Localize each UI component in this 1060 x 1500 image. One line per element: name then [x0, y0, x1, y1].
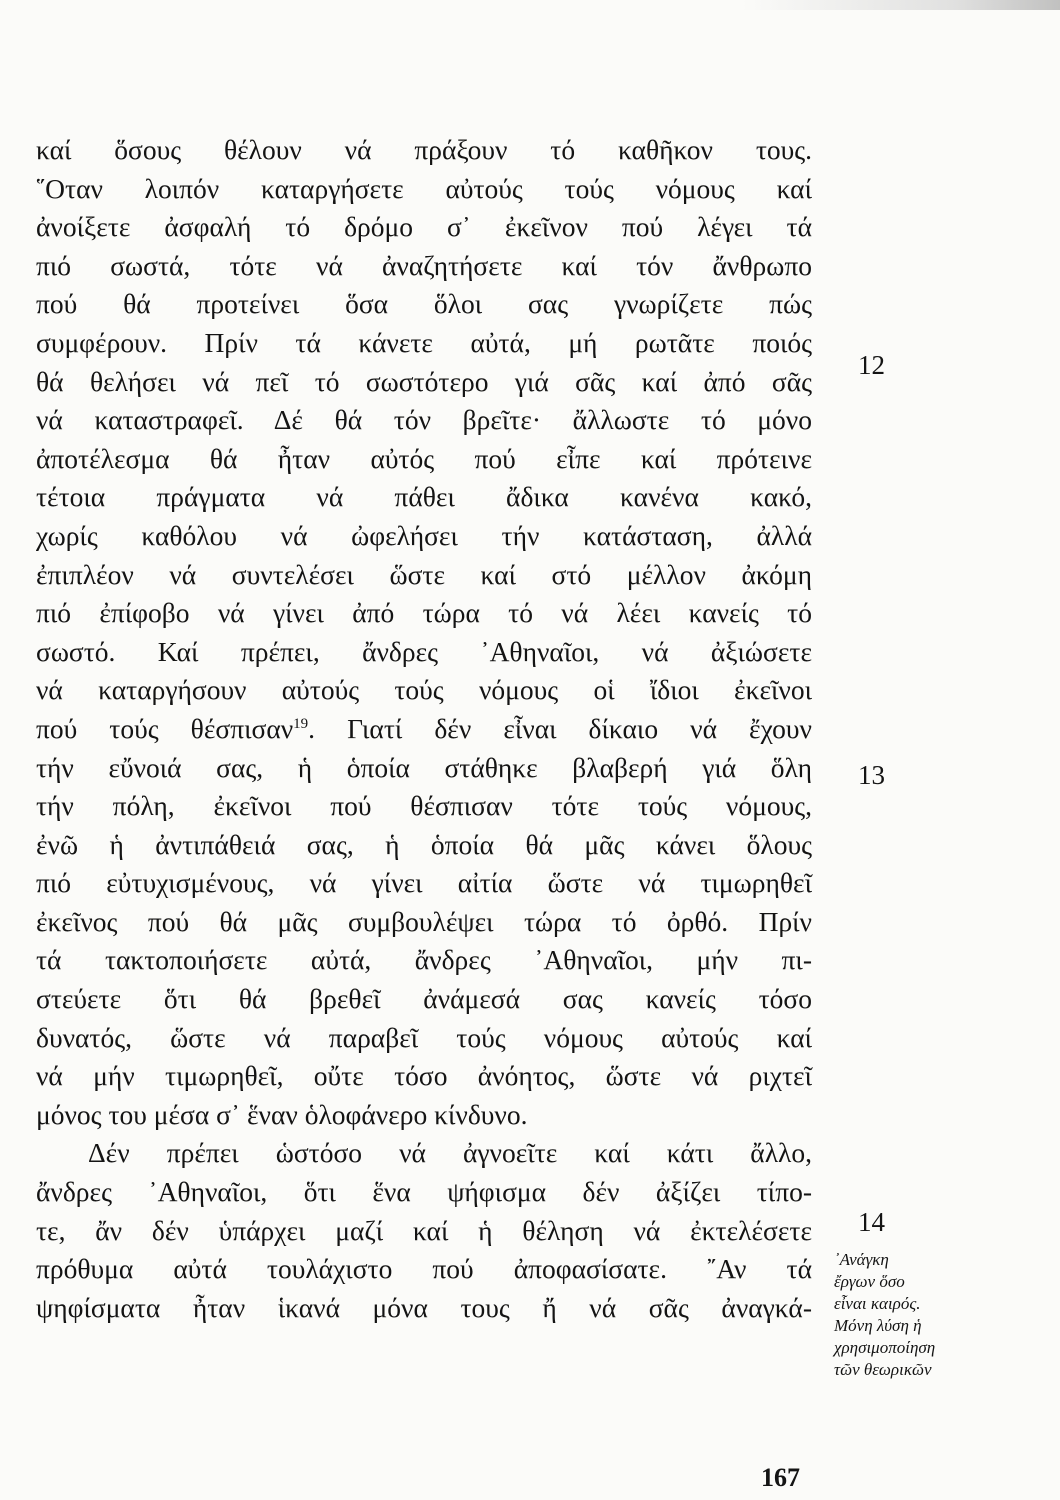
- text-line: πού θά προτείνει ὅσα ὅλοι σας γνωρίζετε πώς: [36, 288, 812, 320]
- text-line: ψηφίσματα ἦταν ἱκανά μόνα τους ἤ νά σᾶς ἀναγκά-: [36, 1291, 812, 1323]
- page-number: 167: [761, 1463, 800, 1492]
- text-line: ἐπιπλέον νά συντελέσει ὥστε καί στό μέλλον ἀκόμη: [36, 558, 812, 590]
- text-line: συμφέρουν. Πρίν τά κάνετε αὐτά, μή ρωτᾶτε ποιός: [36, 326, 812, 358]
- margin-note-line: τῶν θεωρικῶν: [834, 1360, 932, 1379]
- text-line: νά καταστραφεῖ. Δέ θά τόν βρεῖτε· ἄλλωστε τό μόνο: [36, 404, 812, 436]
- text-segment: . Γιατί δέν εἶναι δίκαιο νά ἔχουν: [308, 712, 812, 744]
- margin-note-line: Μόνη λύση ἡ: [834, 1316, 922, 1335]
- text-line: ἐκεῖνος πού θά μᾶς συμβουλέψει τώρα τό ὀρθό. Πρίν: [36, 905, 812, 937]
- margin-note-line: χρησιμοποίηση: [834, 1338, 936, 1357]
- footnote-reference: 19: [293, 715, 309, 732]
- text-line: σωστό. Καί πρέπει, ἄνδρες ᾿Αθηναῖοι, νά ἀξιώσετε: [36, 635, 812, 667]
- text-line: τε, ἄν δέν ὑπάρχει μαζί καί ἡ θέληση νά ἐκτελέσετε: [36, 1214, 812, 1246]
- text-line: ῞Οταν λοιπόν καταργήσετε αὐτούς τούς νόμους καί: [36, 172, 812, 204]
- text-line: τήν εὔνοιά σας, ἡ ὁποία στάθηκε βλαβερή γιά ὅλη: [36, 751, 812, 783]
- text-segment: πού τούς θέσπισαν: [36, 712, 294, 744]
- margin-note-line: εἶναι καιρός.: [834, 1294, 921, 1313]
- text-line: τέτοια πράγματα νά πάθει ἄδικα κανένα κακό,: [36, 481, 812, 513]
- margin-note-line: ᾿Ανάγκη: [834, 1250, 889, 1269]
- text-line: πιό ἐπίφοβο νά γίνει ἀπό τώρα τό νά λέει κανείς τό: [36, 597, 812, 629]
- text-line: τήν πόλη, ἐκεῖνοι πού θέσπισαν τότε τούς νόμους,: [36, 790, 812, 822]
- text-line: στεύετε ὅτι θά βρεθεῖ ἀνάμεσά σας κανείς τόσο: [36, 983, 812, 1015]
- text-line: μόνος του μέσα σ᾽ ἕναν ὁλοφάνερο κίνδυνο.: [36, 1098, 528, 1130]
- text-line: πιό σωστά, τότε νά ἀναζητήσετε καί τόν ἄνθρωπο: [36, 249, 812, 281]
- text-line: νά καταργήσουν αὐτούς τούς νόμους οἱ ἴδιοι ἐκεῖνοι: [36, 674, 812, 706]
- text-line: ἄνδρες ᾿Αθηναῖοι, ὅτι ἕνα ψήφισμα δέν ἀξίζει τίπο-: [36, 1176, 812, 1208]
- text-line: ἀποτέλεσμα θά ἦταν αὐτός πού εἶπε καί πρότεινε: [36, 442, 812, 474]
- text-line: ἀνοίξετε ἀσφαλή τό δρόμο σ᾽ ἐκεῖνον πού λέγει τά: [36, 211, 812, 243]
- text-line: τά τακτοποιήσετε αὐτά, ἄνδρες ᾿Αθηναῖοι, μήν πι-: [36, 944, 812, 976]
- text-line: ἐνῶ ἡ ἀντιπάθειά σας, ἡ ὁποία θά μᾶς κάνει ὅλους: [36, 828, 812, 860]
- page-edge-shadow: [0, 0, 1060, 10]
- text-line-with-footnote: [36, 710, 812, 749]
- margin-note-line: ἔργων ὅσο: [834, 1272, 905, 1291]
- margin-summary-note: [834, 1249, 984, 1381]
- text-line: πρόθυμα αὐτά τουλάχιστο πού ἀποφασίσατε. ῎Αν τά: [36, 1253, 812, 1285]
- text-line: δυνατός, ὥστε νά παραβεῖ τούς νόμους αὐτούς καί: [36, 1021, 812, 1053]
- text-line: καί ὅσους θέλουν νά πράξουν τό καθῆκον τους.: [36, 134, 812, 165]
- paragraph-first-line: Δέν πρέπει ὡστόσο νά ἀγνοεῖτε καί κάτι ἄλλο,: [88, 1137, 812, 1169]
- main-text-block: [36, 131, 812, 1327]
- section-number-14: 14: [858, 1207, 885, 1237]
- text-line: χωρίς καθόλου νά ὠφελήσει τήν κατάσταση, ἀλλά: [36, 519, 812, 551]
- text-line: νά μήν τιμωρηθεῖ, οὔτε τόσο ἀνόητος, ὥστε νά ριχτεῖ: [36, 1060, 812, 1092]
- text-line: θά θελήσει νά πεῖ τό σωστότερο γιά σᾶς καί ἀπό σᾶς: [36, 365, 812, 397]
- text-line: πιό εὐτυχισμένους, νά γίνει αἰτία ὥστε νά τιμωρηθεῖ: [36, 867, 812, 899]
- section-number-13: 13: [858, 760, 885, 790]
- section-number-12: 12: [858, 350, 885, 380]
